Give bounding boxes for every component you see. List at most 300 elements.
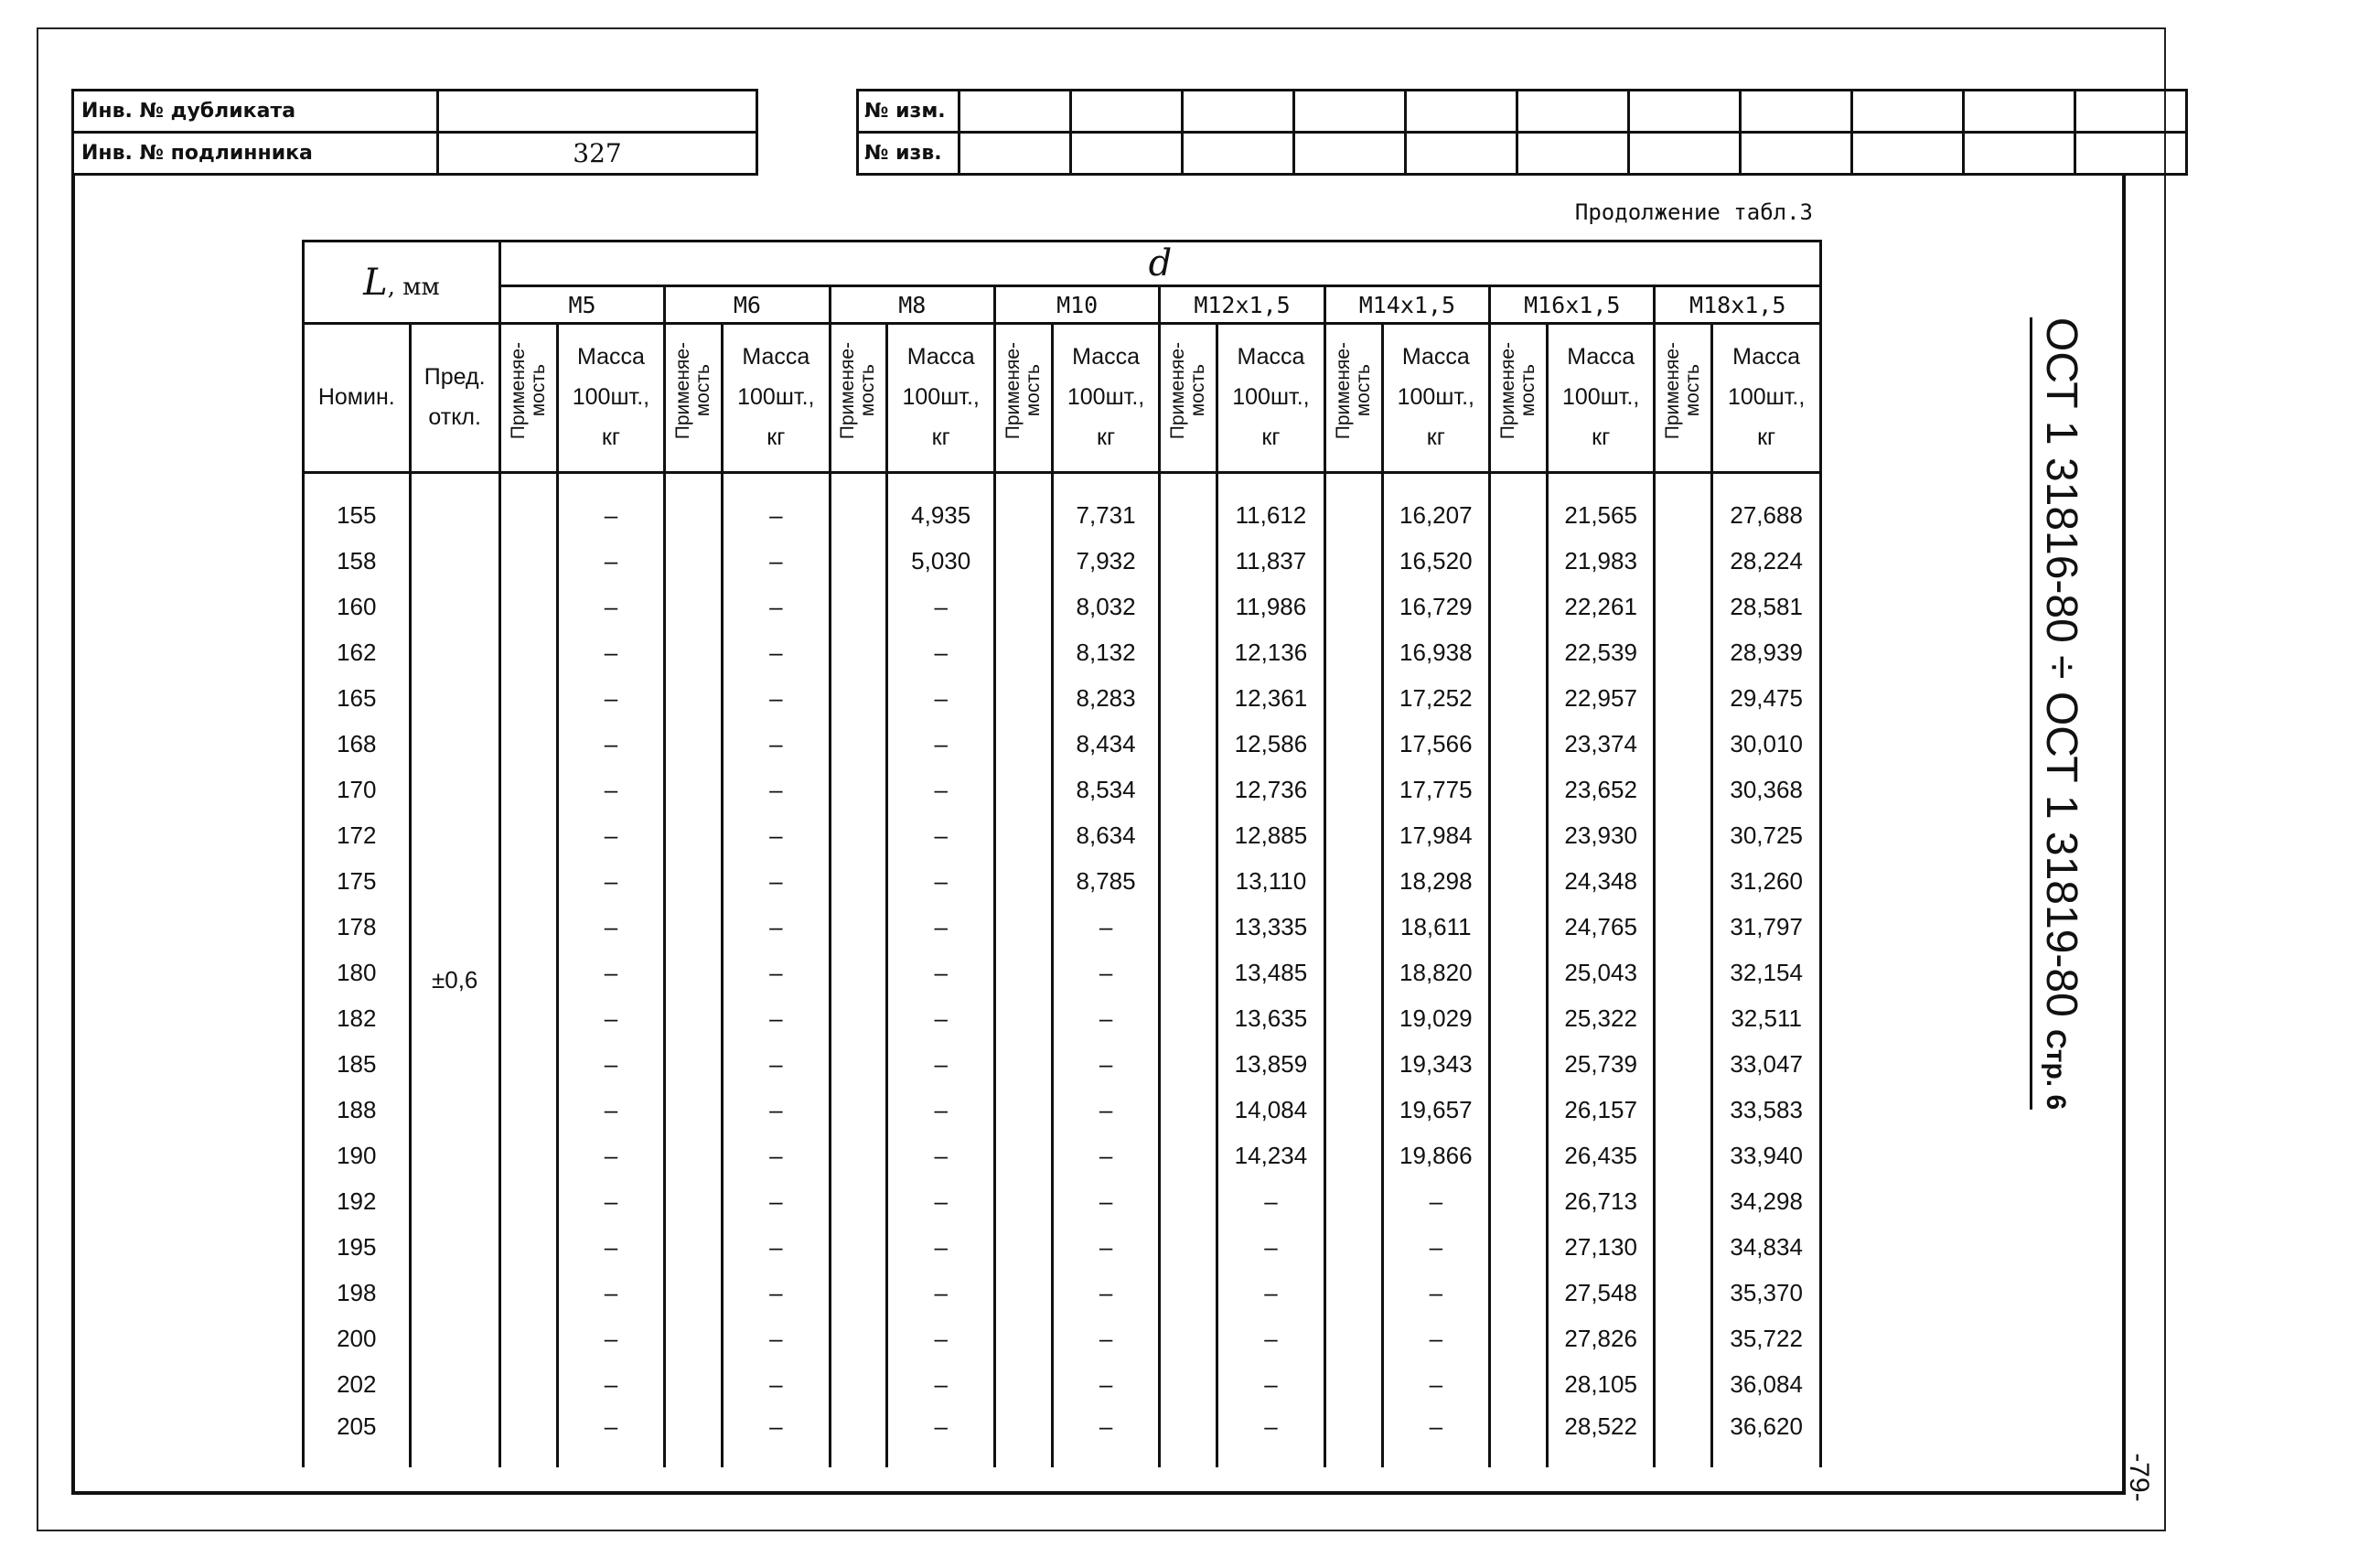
usage-cell xyxy=(665,1041,723,1087)
usage-cell xyxy=(1160,1361,1217,1407)
mass-cell: 25,739 xyxy=(1547,1041,1655,1087)
tolerance-header xyxy=(410,324,499,473)
table-row xyxy=(304,538,1821,584)
usage-cell xyxy=(1324,1087,1382,1133)
mass-cell: – xyxy=(723,538,831,584)
table-row xyxy=(304,1178,1821,1224)
usage-cell xyxy=(499,492,557,538)
mass-cell: – xyxy=(723,1270,831,1315)
mass-cell: – xyxy=(1217,1270,1325,1315)
length-cell: 198 xyxy=(304,1270,411,1315)
usage-cell xyxy=(1160,950,1217,995)
mass-cell: 8,634 xyxy=(1052,812,1160,858)
change-cell xyxy=(1071,91,1183,133)
usage-cell xyxy=(499,950,557,995)
notice-cell xyxy=(2075,133,2187,175)
inv-duplicate-value xyxy=(438,91,757,133)
mass-cell: – xyxy=(557,1087,665,1133)
mass-cell: 12,361 xyxy=(1217,675,1325,721)
mass-header-line1: Масса xyxy=(1567,344,1635,370)
mass-cell: – xyxy=(557,995,665,1041)
usage-header xyxy=(499,324,557,473)
usage-cell xyxy=(499,1087,557,1133)
mass-header xyxy=(887,324,995,473)
usage-cell xyxy=(1490,721,1548,767)
spacer-cell xyxy=(499,473,557,493)
length-cell: 160 xyxy=(304,584,411,629)
usage-cell xyxy=(499,584,557,629)
usage-header-line2: мость xyxy=(1352,365,1374,418)
notice-cell xyxy=(1741,133,1852,175)
table-body xyxy=(304,473,1821,1468)
mass-cell: 21,565 xyxy=(1547,492,1655,538)
usage-cell xyxy=(994,1270,1052,1315)
length-cell: 185 xyxy=(304,1041,411,1087)
usage-header xyxy=(994,324,1052,473)
change-cell xyxy=(960,91,1071,133)
usage-cell xyxy=(1324,995,1382,1041)
usage-cell xyxy=(499,995,557,1041)
mass-cell: 11,986 xyxy=(1217,584,1325,629)
mass-cell: – xyxy=(723,812,831,858)
mass-cell: 33,940 xyxy=(1712,1133,1821,1178)
table-row xyxy=(304,904,1821,950)
mass-cell: – xyxy=(557,1224,665,1270)
mass-header xyxy=(1052,324,1160,473)
usage-cell xyxy=(830,721,887,767)
size-header: М12х1,5 xyxy=(1160,286,1324,324)
usage-cell xyxy=(994,1361,1052,1407)
length-cell: 192 xyxy=(304,1178,411,1224)
mass-cell: 16,938 xyxy=(1382,629,1490,675)
usage-cell xyxy=(830,812,887,858)
inv-original-label: Инв. № подлинника xyxy=(73,133,438,175)
mass-cell: 23,930 xyxy=(1547,812,1655,858)
mass-cell: – xyxy=(1052,1361,1160,1407)
usage-cell xyxy=(1655,1361,1712,1407)
mass-cell: – xyxy=(557,950,665,995)
usage-cell xyxy=(994,767,1052,812)
mass-cell: 12,736 xyxy=(1217,767,1325,812)
mass-header-line1: Масса xyxy=(1401,344,1470,370)
usage-cell xyxy=(1490,767,1548,812)
change-cell xyxy=(1183,91,1294,133)
change-cell xyxy=(1629,91,1741,133)
mass-cell: – xyxy=(557,767,665,812)
usage-cell xyxy=(1324,950,1382,995)
mass-header-line1: Масса xyxy=(576,344,645,370)
mass-cell: 30,725 xyxy=(1712,812,1821,858)
mass-header-line1: Масса xyxy=(906,344,975,370)
mass-cell: – xyxy=(887,675,995,721)
mass-cell: 14,084 xyxy=(1217,1087,1325,1133)
usage-cell xyxy=(830,1041,887,1087)
mass-cell: – xyxy=(723,584,831,629)
spacer-cell xyxy=(1712,473,1821,493)
usage-cell xyxy=(499,767,557,812)
mass-header-line3: кг xyxy=(601,424,620,450)
usage-cell xyxy=(665,675,723,721)
length-cell: 205 xyxy=(304,1407,411,1467)
usage-cell xyxy=(499,538,557,584)
mass-cell: – xyxy=(1217,1407,1325,1467)
spacer-cell xyxy=(830,473,887,493)
usage-cell xyxy=(499,858,557,904)
mass-table xyxy=(302,240,1822,1467)
mass-cell: 8,785 xyxy=(1052,858,1160,904)
usage-cell xyxy=(830,538,887,584)
usage-cell xyxy=(830,1361,887,1407)
spacer-cell xyxy=(1160,473,1217,493)
length-cell: 195 xyxy=(304,1224,411,1270)
usage-cell xyxy=(830,767,887,812)
change-cell xyxy=(1406,91,1517,133)
usage-cell xyxy=(1160,1407,1217,1467)
mass-cell: 13,485 xyxy=(1217,950,1325,995)
mass-cell: 27,548 xyxy=(1547,1270,1655,1315)
mass-cell: 33,047 xyxy=(1712,1041,1821,1087)
usage-cell xyxy=(1324,1270,1382,1315)
mass-header-line3: кг xyxy=(1097,424,1116,450)
table-row xyxy=(304,1224,1821,1270)
mass-cell: – xyxy=(1217,1178,1325,1224)
usage-cell xyxy=(830,1178,887,1224)
usage-cell xyxy=(665,904,723,950)
mass-header-line2: 100шт., xyxy=(1562,384,1640,411)
usage-cell xyxy=(1160,1224,1217,1270)
usage-cell xyxy=(499,1270,557,1315)
mass-header xyxy=(1217,324,1325,473)
mass-cell: 28,581 xyxy=(1712,584,1821,629)
length-cell: 172 xyxy=(304,812,411,858)
usage-cell xyxy=(499,721,557,767)
usage-header-line2: мость xyxy=(1187,365,1209,418)
usage-header xyxy=(1655,324,1712,473)
spacer-row xyxy=(304,473,1821,493)
usage-cell xyxy=(830,1315,887,1361)
usage-cell xyxy=(665,1315,723,1361)
usage-cell xyxy=(1490,538,1548,584)
diameter-header xyxy=(499,242,1820,286)
usage-header-line1: Применяе- xyxy=(672,342,694,440)
usage-cell xyxy=(994,721,1052,767)
usage-cell xyxy=(1490,1087,1548,1133)
usage-cell xyxy=(830,1133,887,1178)
mass-cell: 31,797 xyxy=(1712,904,1821,950)
usage-cell xyxy=(830,584,887,629)
mass-cell: – xyxy=(887,584,995,629)
usage-cell xyxy=(1490,1178,1548,1224)
change-cell xyxy=(2075,91,2187,133)
mass-cell: – xyxy=(1217,1224,1325,1270)
mass-cell: 26,157 xyxy=(1547,1087,1655,1133)
usage-cell xyxy=(830,1224,887,1270)
table-row xyxy=(304,1361,1821,1407)
change-no-label: № изм. xyxy=(858,91,960,133)
usage-cell xyxy=(1655,1133,1712,1178)
mass-cell: 30,010 xyxy=(1712,721,1821,767)
usage-cell xyxy=(1160,721,1217,767)
tolerance-cell: ±0,6 xyxy=(410,492,499,1467)
notice-cell xyxy=(960,133,1071,175)
mass-cell: 19,657 xyxy=(1382,1087,1490,1133)
usage-cell xyxy=(499,1224,557,1270)
mass-cell: – xyxy=(557,629,665,675)
usage-cell xyxy=(994,584,1052,629)
mass-cell: – xyxy=(723,767,831,812)
usage-cell xyxy=(1324,1178,1382,1224)
usage-cell xyxy=(1490,629,1548,675)
mass-cell: – xyxy=(1052,950,1160,995)
usage-cell xyxy=(665,1407,723,1467)
mass-cell: 36,084 xyxy=(1712,1361,1821,1407)
spacer-cell xyxy=(994,473,1052,493)
table-caption: Продолжение табл.3 xyxy=(1574,199,1813,225)
mass-cell: 8,132 xyxy=(1052,629,1160,675)
mass-header-line2: 100шт., xyxy=(1727,384,1806,411)
l-unit: , мм xyxy=(387,273,440,301)
size-header-row xyxy=(304,286,1821,324)
usage-cell xyxy=(1490,1133,1548,1178)
usage-cell xyxy=(830,904,887,950)
usage-cell xyxy=(1655,1178,1712,1224)
mass-header xyxy=(1712,324,1821,473)
usage-cell xyxy=(1160,1133,1217,1178)
usage-cell xyxy=(1160,767,1217,812)
mass-cell: 31,260 xyxy=(1712,858,1821,904)
mass-cell: – xyxy=(557,812,665,858)
mass-cell: – xyxy=(887,1407,995,1467)
mass-cell: – xyxy=(887,1315,995,1361)
usage-cell xyxy=(994,812,1052,858)
mass-header-line3: кг xyxy=(1426,424,1445,450)
mass-header-line2: 100шт., xyxy=(572,384,650,411)
length-cell: 200 xyxy=(304,1315,411,1361)
mass-cell: – xyxy=(1217,1361,1325,1407)
mass-cell: 35,722 xyxy=(1712,1315,1821,1361)
table-row xyxy=(304,1270,1821,1315)
change-cell xyxy=(1852,91,1964,133)
length-cell: 158 xyxy=(304,538,411,584)
mass-cell: – xyxy=(557,1315,665,1361)
length-cell: 202 xyxy=(304,1361,411,1407)
notice-cell xyxy=(1629,133,1741,175)
usage-cell xyxy=(1490,1270,1548,1315)
notice-cell xyxy=(1406,133,1517,175)
usage-cell xyxy=(1490,1407,1548,1467)
mass-cell: 19,029 xyxy=(1382,995,1490,1041)
usage-cell xyxy=(1160,1087,1217,1133)
usage-cell xyxy=(1160,1270,1217,1315)
mass-cell: – xyxy=(723,1224,831,1270)
mass-cell: – xyxy=(887,1270,995,1315)
mass-header-line1: Масса xyxy=(1237,344,1305,370)
mass-cell: – xyxy=(557,492,665,538)
inventory-stamp xyxy=(71,89,758,176)
mass-cell: – xyxy=(1052,1133,1160,1178)
usage-header-line1: Применяе- xyxy=(1002,342,1024,440)
table-row xyxy=(304,1315,1821,1361)
usage-cell xyxy=(1324,721,1382,767)
usage-cell xyxy=(1655,1270,1712,1315)
usage-cell xyxy=(1324,1041,1382,1087)
mass-cell: 21,983 xyxy=(1547,538,1655,584)
mass-cell: 17,252 xyxy=(1382,675,1490,721)
usage-header-line1: Применяе- xyxy=(1662,342,1684,440)
usage-cell xyxy=(1324,538,1382,584)
mass-cell: – xyxy=(887,1087,995,1133)
change-cell xyxy=(1964,91,2075,133)
usage-header xyxy=(830,324,887,473)
usage-cell xyxy=(1655,950,1712,995)
usage-cell xyxy=(830,675,887,721)
mass-cell: – xyxy=(1052,995,1160,1041)
usage-cell xyxy=(830,492,887,538)
mass-cell: 27,688 xyxy=(1712,492,1821,538)
mass-cell: – xyxy=(557,675,665,721)
spacer-cell xyxy=(1655,473,1712,493)
mass-cell: 17,775 xyxy=(1382,767,1490,812)
mass-cell: – xyxy=(723,1041,831,1087)
mass-cell: 34,834 xyxy=(1712,1224,1821,1270)
mass-header xyxy=(1382,324,1490,473)
mass-cell: 33,583 xyxy=(1712,1087,1821,1133)
usage-cell xyxy=(665,1224,723,1270)
table-row xyxy=(304,1041,1821,1087)
mass-cell: 27,826 xyxy=(1547,1315,1655,1361)
mass-cell: 7,731 xyxy=(1052,492,1160,538)
spacer-cell xyxy=(1217,473,1325,493)
usage-cell xyxy=(1655,1041,1712,1087)
usage-cell xyxy=(994,995,1052,1041)
mass-cell: – xyxy=(723,629,831,675)
usage-cell xyxy=(994,492,1052,538)
usage-cell xyxy=(1324,629,1382,675)
usage-cell xyxy=(994,904,1052,950)
usage-cell xyxy=(1160,812,1217,858)
usage-cell xyxy=(994,675,1052,721)
mass-cell: – xyxy=(1052,1087,1160,1133)
length-cell: 178 xyxy=(304,904,411,950)
spacer-cell xyxy=(723,473,831,493)
usage-cell xyxy=(1324,858,1382,904)
mass-cell: – xyxy=(723,1361,831,1407)
mass-cell: 17,566 xyxy=(1382,721,1490,767)
inv-original-value: 327 xyxy=(438,133,757,175)
usage-header-line2: мость xyxy=(692,365,714,418)
mass-cell: – xyxy=(887,767,995,812)
table-row xyxy=(304,1133,1821,1178)
usage-header-line2: мость xyxy=(857,365,879,418)
usage-cell xyxy=(499,904,557,950)
mass-cell: 27,130 xyxy=(1547,1224,1655,1270)
usage-cell xyxy=(830,1087,887,1133)
document-designation xyxy=(2030,317,2086,1110)
mass-header-line2: 100шт., xyxy=(737,384,815,411)
usage-header-line1: Применяе- xyxy=(1332,342,1354,440)
usage-cell xyxy=(665,721,723,767)
mass-cell: – xyxy=(557,584,665,629)
length-cell: 155 xyxy=(304,492,411,538)
mass-cell: 22,539 xyxy=(1547,629,1655,675)
usage-cell xyxy=(1490,1224,1548,1270)
usage-cell xyxy=(1160,538,1217,584)
usage-cell xyxy=(994,1133,1052,1178)
mass-cell: 8,434 xyxy=(1052,721,1160,767)
table-row xyxy=(304,584,1821,629)
usage-header-line2: мость xyxy=(527,365,549,418)
mass-cell: 16,520 xyxy=(1382,538,1490,584)
mass-cell: 26,435 xyxy=(1547,1133,1655,1178)
mass-cell: – xyxy=(723,950,831,995)
mass-cell: – xyxy=(887,904,995,950)
tolerance-header-line2: откл. xyxy=(428,404,481,430)
usage-cell xyxy=(994,950,1052,995)
usage-cell xyxy=(499,629,557,675)
usage-cell xyxy=(1324,812,1382,858)
mass-header-line2: 100шт., xyxy=(1397,384,1474,411)
usage-cell xyxy=(1160,1178,1217,1224)
mass-header-line3: кг xyxy=(767,424,786,450)
spacer-cell xyxy=(1490,473,1548,493)
usage-cell xyxy=(499,675,557,721)
mass-cell: – xyxy=(557,1270,665,1315)
mass-cell: 24,348 xyxy=(1547,858,1655,904)
usage-cell xyxy=(1160,904,1217,950)
usage-cell xyxy=(665,538,723,584)
change-cell xyxy=(1741,91,1852,133)
notice-cell xyxy=(1071,133,1183,175)
usage-cell xyxy=(1655,538,1712,584)
usage-cell xyxy=(665,858,723,904)
usage-cell xyxy=(1160,492,1217,538)
table-row xyxy=(304,492,1821,538)
mass-cell: – xyxy=(1052,1041,1160,1087)
designation-text: ОСТ 1 31816-80 ÷ ОСТ 1 31819-80 xyxy=(2037,317,2085,1017)
mass-cell: 19,343 xyxy=(1382,1041,1490,1087)
usage-cell xyxy=(1655,492,1712,538)
usage-cell xyxy=(665,1178,723,1224)
usage-cell xyxy=(1160,858,1217,904)
usage-cell xyxy=(1324,1361,1382,1407)
usage-cell xyxy=(1160,1041,1217,1087)
spacer-cell xyxy=(887,473,995,493)
usage-cell xyxy=(1324,1224,1382,1270)
usage-cell xyxy=(830,629,887,675)
spacer-cell xyxy=(1382,473,1490,493)
usage-cell xyxy=(665,492,723,538)
mass-cell: 13,110 xyxy=(1217,858,1325,904)
usage-cell xyxy=(830,950,887,995)
mass-cell: 32,154 xyxy=(1712,950,1821,995)
mass-cell: 34,298 xyxy=(1712,1178,1821,1224)
mass-cell: – xyxy=(887,1224,995,1270)
usage-cell xyxy=(994,1178,1052,1224)
mass-cell: – xyxy=(723,858,831,904)
usage-cell xyxy=(1490,950,1548,995)
mass-cell: 22,261 xyxy=(1547,584,1655,629)
mass-cell: 13,635 xyxy=(1217,995,1325,1041)
usage-cell xyxy=(1655,858,1712,904)
usage-header-line2: мость xyxy=(1682,365,1704,418)
spacer-cell xyxy=(665,473,723,493)
mass-cell: – xyxy=(557,721,665,767)
usage-cell xyxy=(499,1041,557,1087)
usage-cell xyxy=(1655,1087,1712,1133)
mass-cell: – xyxy=(1382,1407,1490,1467)
mass-header-line2: 100шт., xyxy=(902,384,980,411)
mass-header-line1: Масса xyxy=(1732,344,1801,370)
